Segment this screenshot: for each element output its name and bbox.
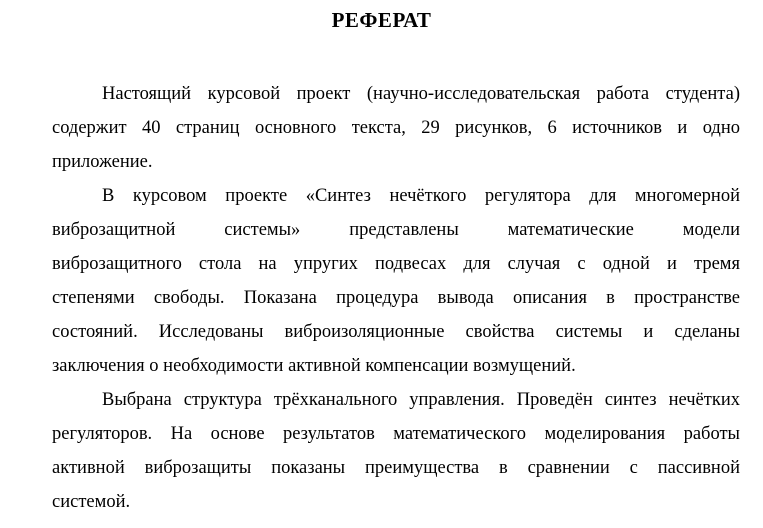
text-line: заключения о необходимости активной компенсации возмущений. (52, 356, 576, 376)
text-line: содержит 40 страниц основного текста, 29 рисунков, 6 источников и одно (52, 118, 740, 138)
text-line: Выбрана структура трёхканального управления. Проведён синтез нечётких (102, 390, 740, 410)
text-line: приложение. (52, 152, 153, 172)
document-title: РЕФЕРАТ (331, 8, 432, 32)
text-line: регуляторов. На основе результатов математического моделирования работы (52, 424, 740, 444)
text-line: В курсовом проекте «Синтез нечёткого регулятора для многомерной (102, 186, 740, 206)
text-line: виброзащитной системы» представлены математические модели (52, 220, 740, 240)
text-line: Настоящий курсовой проект (научно-исследовательская работа студента) (102, 84, 740, 104)
text-line: степенями свободы. Показана процедура вывода описания в пространстве (52, 288, 740, 308)
text-line: состояний. Исследованы виброизоляционные свойства системы и сделаны (52, 322, 740, 342)
paragraph-3 (52, 383, 740, 519)
text-line: активной виброзащиты показаны преимущества в сравнении с пассивной (52, 458, 740, 478)
paragraph-1 (52, 77, 740, 179)
text-line: виброзащитного стола на упругих подвесах для случая с одной и тремя (52, 254, 740, 274)
document-body (52, 77, 740, 519)
paragraph-2 (52, 179, 740, 383)
text-line: системой. (52, 492, 131, 512)
